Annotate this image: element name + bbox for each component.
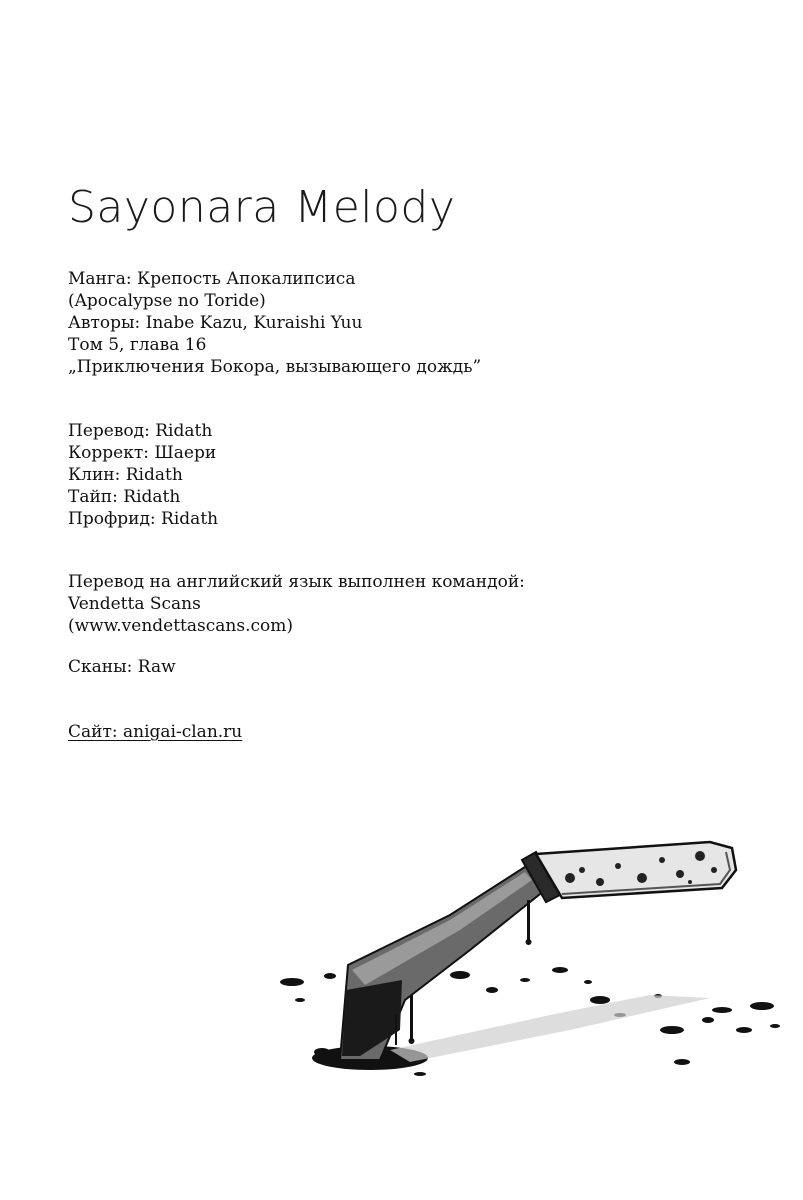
team-credits (68, 420, 218, 530)
credit-typesetting: Тайп: Ridath (68, 487, 181, 507)
site-link[interactable]: Сайт: anigai-clan.ru (68, 722, 243, 742)
authors-line: Авторы: Inabe Kazu, Kuraishi Yuu (68, 313, 363, 333)
manga-original-title-line: (Apocalypse no Toride) (68, 291, 266, 311)
credit-proofread: Профрид: Ridath (68, 509, 219, 529)
credit-proofreading: Коррект: Шаери (68, 443, 217, 463)
manga-info (68, 268, 481, 378)
site-info (68, 721, 242, 743)
english-translation-line: Перевод на английский язык выполнен командой: (68, 572, 525, 592)
english-translation-info (68, 571, 525, 637)
volume-chapter-line: Том 5, глава 16 (68, 335, 207, 355)
credit-cleaning: Клин: Ridath (68, 465, 183, 485)
credit-translation: Перевод: Ridath (68, 421, 213, 441)
page-title: Sayonara Melody (68, 182, 456, 233)
english-team-url: (www.vendettascans.com) (68, 616, 293, 636)
chapter-title-line: „Приключения Бокора, вызывающего дождь” (68, 357, 482, 377)
manga-name-line: Манга: Крепость Апокалипсиса (68, 269, 356, 289)
scans-info (68, 656, 176, 678)
bloody-machete-icon (270, 830, 790, 1090)
scans-line: Сканы: Raw (68, 657, 176, 677)
english-team-name: Vendetta Scans (68, 594, 201, 614)
